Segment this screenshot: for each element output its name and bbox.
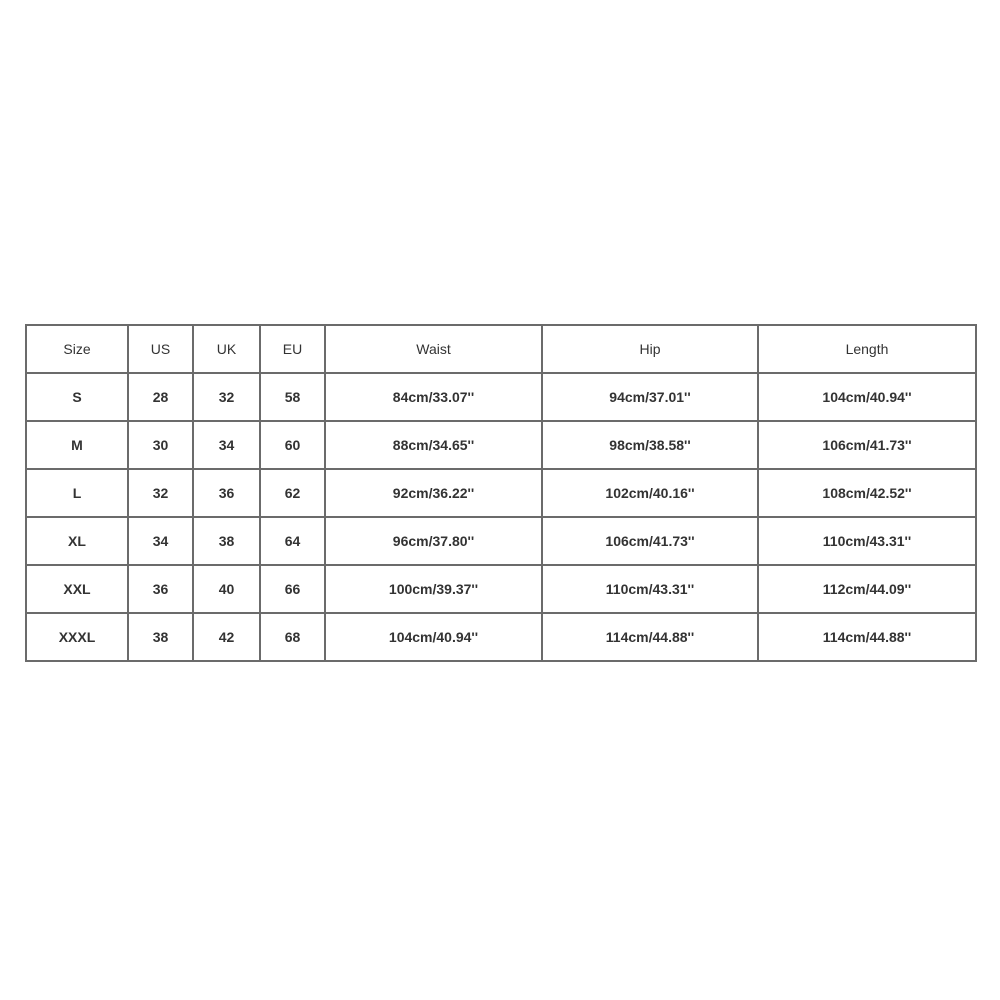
header-eu: EU — [260, 325, 325, 373]
cell-us: 36 — [128, 565, 193, 613]
cell-waist: 104cm/40.94'' — [325, 613, 542, 661]
cell-size: XL — [26, 517, 128, 565]
cell-waist: 92cm/36.22'' — [325, 469, 542, 517]
cell-size: S — [26, 373, 128, 421]
table-row — [26, 613, 976, 661]
table-row — [26, 565, 976, 613]
cell-length: 104cm/40.94'' — [758, 373, 976, 421]
cell-eu: 68 — [260, 613, 325, 661]
cell-eu: 58 — [260, 373, 325, 421]
cell-us: 38 — [128, 613, 193, 661]
cell-uk: 34 — [193, 421, 260, 469]
cell-eu: 64 — [260, 517, 325, 565]
header-length: Length — [758, 325, 976, 373]
cell-uk: 36 — [193, 469, 260, 517]
cell-length: 106cm/41.73'' — [758, 421, 976, 469]
cell-hip: 102cm/40.16'' — [542, 469, 758, 517]
cell-length: 114cm/44.88'' — [758, 613, 976, 661]
header-hip: Hip — [542, 325, 758, 373]
cell-us: 28 — [128, 373, 193, 421]
cell-hip: 98cm/38.58'' — [542, 421, 758, 469]
table-row — [26, 373, 976, 421]
table-row — [26, 421, 976, 469]
header-waist: Waist — [325, 325, 542, 373]
table-header-row — [26, 325, 976, 373]
cell-waist: 88cm/34.65'' — [325, 421, 542, 469]
cell-us: 34 — [128, 517, 193, 565]
cell-waist: 84cm/33.07'' — [325, 373, 542, 421]
cell-waist: 96cm/37.80'' — [325, 517, 542, 565]
cell-uk: 38 — [193, 517, 260, 565]
cell-hip: 114cm/44.88'' — [542, 613, 758, 661]
cell-eu: 62 — [260, 469, 325, 517]
cell-hip: 106cm/41.73'' — [542, 517, 758, 565]
cell-waist: 100cm/39.37'' — [325, 565, 542, 613]
table-row — [26, 469, 976, 517]
cell-uk: 42 — [193, 613, 260, 661]
cell-size: XXXL — [26, 613, 128, 661]
cell-size: M — [26, 421, 128, 469]
cell-us: 30 — [128, 421, 193, 469]
cell-eu: 66 — [260, 565, 325, 613]
cell-length: 108cm/42.52'' — [758, 469, 976, 517]
cell-hip: 110cm/43.31'' — [542, 565, 758, 613]
cell-length: 112cm/44.09'' — [758, 565, 976, 613]
header-uk: UK — [193, 325, 260, 373]
cell-us: 32 — [128, 469, 193, 517]
cell-uk: 32 — [193, 373, 260, 421]
cell-length: 110cm/43.31'' — [758, 517, 976, 565]
header-size: Size — [26, 325, 128, 373]
cell-size: L — [26, 469, 128, 517]
cell-eu: 60 — [260, 421, 325, 469]
size-chart-table — [25, 324, 977, 662]
cell-size: XXL — [26, 565, 128, 613]
table-row — [26, 517, 976, 565]
cell-uk: 40 — [193, 565, 260, 613]
cell-hip: 94cm/37.01'' — [542, 373, 758, 421]
header-us: US — [128, 325, 193, 373]
